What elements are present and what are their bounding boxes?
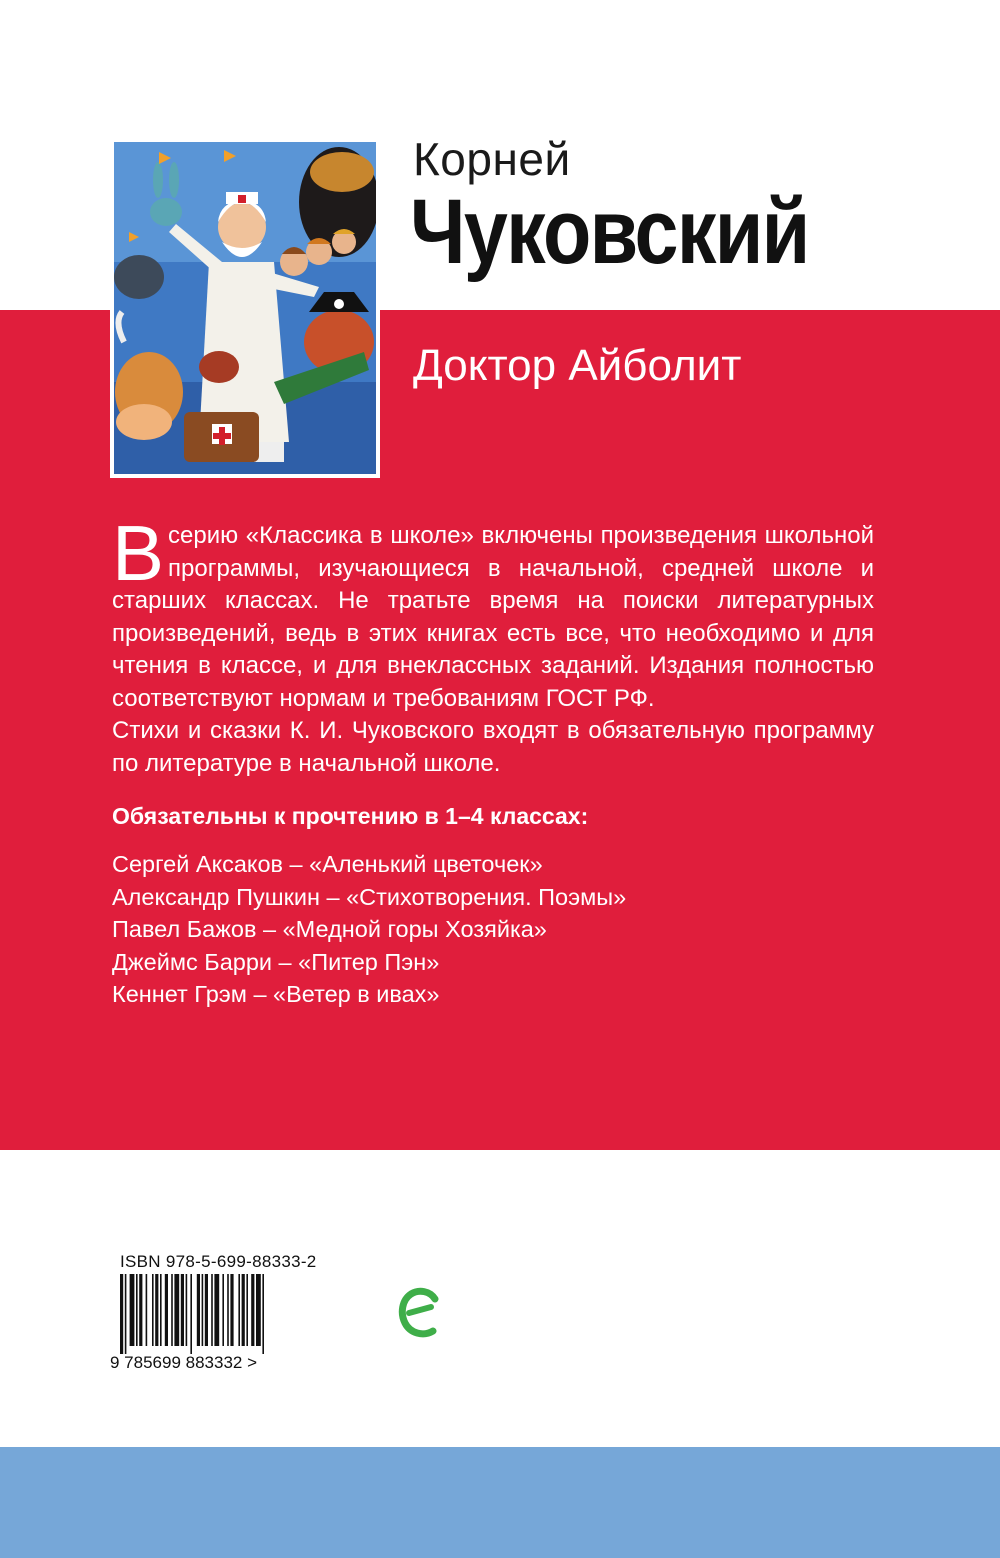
dropcap-letter: В (112, 509, 165, 597)
publisher-logo (397, 1285, 443, 1339)
list-item: Александр Пушкин – «Стихотворения. Поэмы» (112, 883, 627, 910)
required-reading-heading: Обязательны к прочтению в 1–4 классах: (112, 803, 589, 829)
cover-illustration (110, 138, 380, 478)
author-last-name: Чуковский (410, 181, 809, 283)
barcode (110, 1272, 330, 1372)
barcode-icon (110, 1272, 330, 1372)
list-item: Павел Бажов – «Медной горы Хозяйка» (112, 916, 547, 943)
blue-bottom-band (0, 1447, 1000, 1558)
book-title: Доктор Айболит (413, 341, 742, 390)
description-paragraph-1 (112, 509, 874, 715)
isbn-text: ISBN 978-5-699-88333-2 (120, 1252, 317, 1271)
series-description (112, 509, 874, 780)
description-paragraph-2: Стихи и сказки К. И. Чуковского входят в обязательную программу по литературе в начальной школе. (112, 717, 874, 777)
list-item: Сергей Аксаков – «Аленький цветочек» (112, 851, 543, 877)
description-paragraph-1-text: серию «Классика в школе» включены произведения школьной программы, изучающиеся в начальной, средней школе и старших классах. Не тратьте время на поиски литературных произведений, ведь в этих книгах есть все, что необходимо и для чтения в классе, и для внеклассных заданий. Издания полностью соответствуют нормам и требованиям ГОСТ РФ. (112, 522, 874, 712)
doctor-aibolit-illustration-icon (114, 142, 376, 474)
author-first-name: Корней (413, 133, 571, 185)
required-books-list (112, 848, 626, 1011)
list-item: Кеннет Грэм – «Ветер в ивах» (112, 981, 440, 1008)
eksmo-e-logo-icon (397, 1285, 443, 1339)
list-item: Джеймс Барри – «Питер Пэн» (112, 948, 440, 975)
barcode-digits: 9 785699 883332 > (110, 1353, 258, 1372)
